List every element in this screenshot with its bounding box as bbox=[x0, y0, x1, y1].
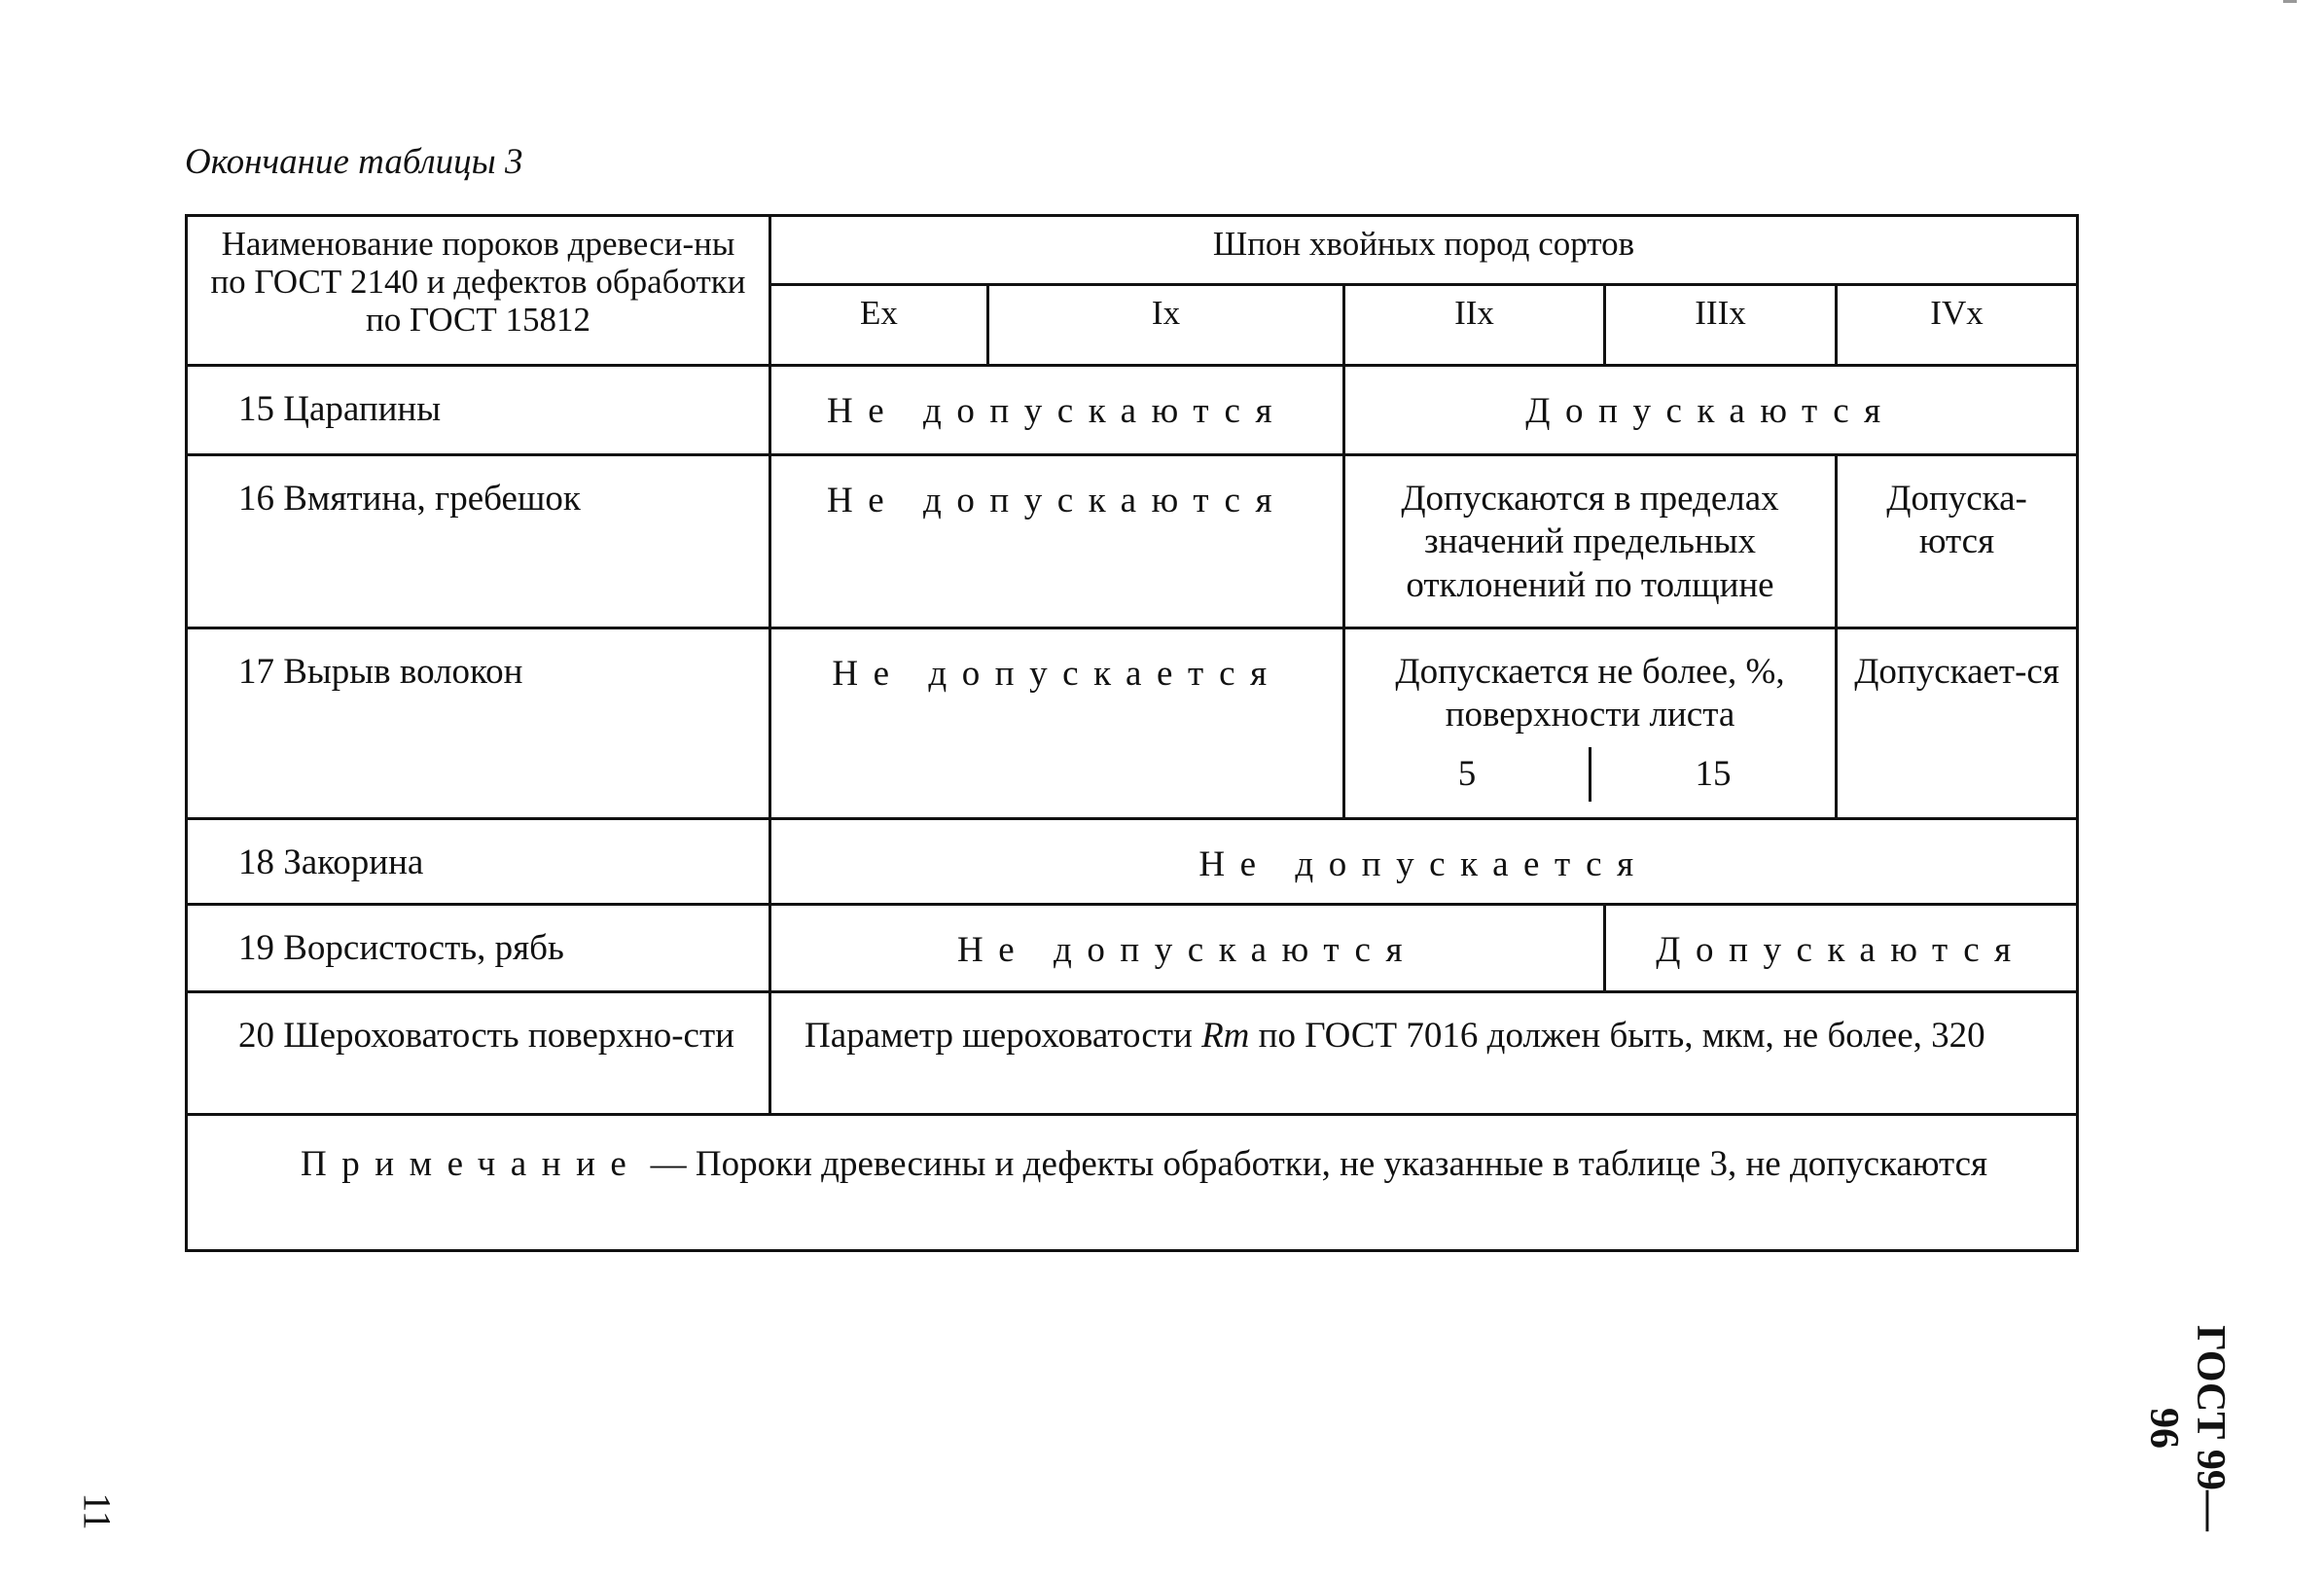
cell-allowed: Допуска-ются bbox=[1837, 455, 2078, 628]
note-label: Примечание bbox=[301, 1144, 642, 1184]
grade-ex: Ex bbox=[770, 285, 988, 366]
row-name: 15 Царапины bbox=[187, 366, 770, 455]
grade-ivx: IVx bbox=[1837, 285, 2078, 366]
cell-allowed: Допускает-ся bbox=[1837, 628, 2078, 819]
grade-ix: Ix bbox=[988, 285, 1344, 366]
table-row bbox=[187, 992, 2078, 1115]
roughness-text-after: по ГОСТ 7016 должен быть, мкм, не более, 320 bbox=[1249, 1016, 1985, 1056]
note-row bbox=[187, 1115, 2078, 1251]
header-row-1 bbox=[187, 216, 2078, 285]
cell-not-allowed: Не допускается bbox=[770, 819, 2078, 905]
table-row bbox=[187, 628, 2078, 819]
table-row bbox=[187, 819, 2078, 905]
gost-side-mark: ГОСТ 99—96 bbox=[2141, 1325, 2233, 1531]
cell-allowed: Допускаются bbox=[1344, 366, 2078, 455]
header-defect-name: Наименование пороков древеси-ны по ГОСТ 2140 и дефектов обработки по ГОСТ 15812 bbox=[187, 216, 770, 366]
allowed-percent-text: Допускается не более, %, поверхности листа bbox=[1395, 652, 1785, 735]
cell-not-allowed: Не допускаются bbox=[770, 905, 1605, 992]
table-row bbox=[187, 366, 2078, 455]
corner-mark bbox=[2283, 0, 2297, 3]
percent-iiix: 15 bbox=[1589, 747, 1835, 802]
cell-allowed: Допускаются bbox=[1605, 905, 2078, 992]
table-caption: Окончание таблицы 3 bbox=[185, 142, 523, 182]
grade-iiix: IIIx bbox=[1605, 285, 1837, 366]
cell-not-allowed: Не допускаются bbox=[770, 455, 1344, 628]
cell-roughness-parameter bbox=[770, 992, 2078, 1115]
table-note bbox=[187, 1115, 2078, 1251]
roughness-param: Rm bbox=[1201, 1016, 1250, 1056]
defects-table bbox=[185, 214, 2079, 1252]
note-dash: — bbox=[641, 1144, 696, 1184]
percent-values bbox=[1345, 747, 1835, 802]
row-name: 20 Шероховатость поверхно-сти bbox=[187, 992, 770, 1115]
percent-iix: 5 bbox=[1457, 753, 1477, 794]
roughness-text-before: Параметр шероховатости bbox=[804, 1016, 1202, 1056]
header-veneer-grades: Шпон хвойных пород сортов bbox=[770, 216, 2078, 285]
page-number: 11 bbox=[75, 1492, 120, 1530]
cell-allowed-percent bbox=[1344, 628, 1837, 819]
table-row bbox=[187, 455, 2078, 628]
table-row bbox=[187, 905, 2078, 992]
cell-allowed-within-limits: Допускаются в пределах значений предельных отклонений по толщине bbox=[1344, 455, 1837, 628]
cell-not-allowed: Не допускаются bbox=[770, 366, 1344, 455]
note-text: Пороки древесины и дефекты обработки, не указанные в таблице 3, не допускаются bbox=[695, 1144, 1988, 1184]
row-name: 18 Закорина bbox=[187, 819, 770, 905]
row-name: 16 Вмятина, гребешок bbox=[187, 455, 770, 628]
row-name: 19 Ворсистость, рябь bbox=[187, 905, 770, 992]
row-name: 17 Вырыв волокон bbox=[187, 628, 770, 819]
grade-iix: IIx bbox=[1344, 285, 1605, 366]
cell-not-allowed: Не допускается bbox=[770, 628, 1344, 819]
